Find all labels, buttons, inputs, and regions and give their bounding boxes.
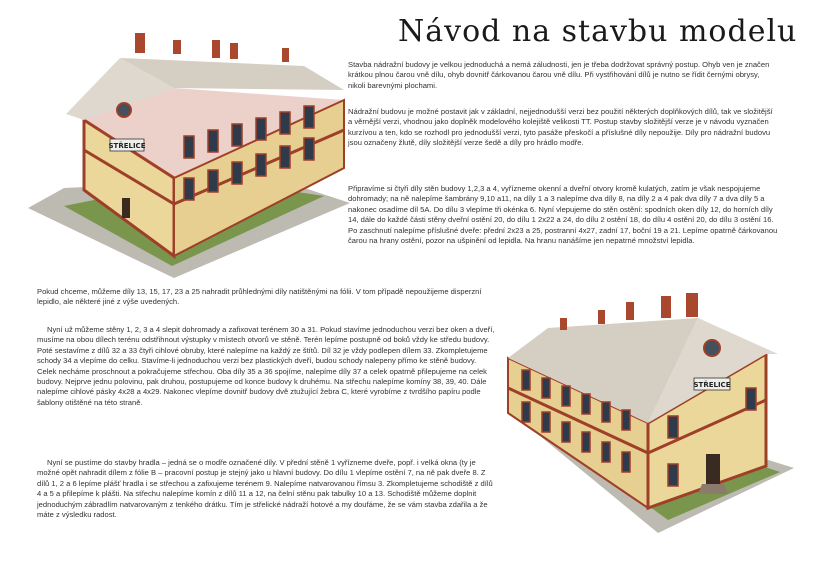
page-title: Návod na stavbu modelu bbox=[398, 14, 798, 49]
station-sign-right: STŘELICE bbox=[693, 381, 731, 389]
intro-paragraph: Stavba nádražní budovy je velkou jednoduchá a nemá záludnosti, jen je třeba dodržovat správný postup. Ohyb ven je značen krátkou plnou čarou vně dílu, ohyb dovnitř čárkovanou čarou vně dílu. Při vystřihování dílů je nutno se řídit černými obrysy, nikoli barevnými plochami. bbox=[348, 60, 770, 90]
station-model-photo-right bbox=[498, 288, 798, 538]
station-model-photo-left bbox=[24, 28, 354, 280]
walls-paragraph: Připravíme si čtyři díly stěn budovy 1,2,3 a 4, vyřízneme okenní a dveřní otvory kromě kulatých, zatím je však nespojujeme dohromady; na ně nalepíme šambrány 9,10 a11, na díly 1 a 3 nalepíme dva díly 8, na díly 2 a 4 pak dva díly 7 a dva díly 5 a nakonec osadíme díl 5A. Do dílu 3 vlepíme tři okénka 6. Nyní vlepujeme do stěn ostění: spodních oken díly 12, do horních díly 14, dále do každé části stěny dveřní ostění 20, do dílu 1 2x22 a 24, do dílu 2 ostění 18, do dílu 4 ostění 20, do dílu 3 ostění 16. Po zaschnutí nalepíme příslušné dveře: přední 2x23 a 25, postranní 4x27, zadní 17, boční 19 a 21. Lepíme opatrně čárkovanou čarou na hrany ostění, pozor na ušpinění od lepidla. Na hranu nanášíme jen nepatrné množství lepidla. bbox=[348, 184, 778, 246]
versions-paragraph: Nádražní budovu je možné postavit jak v základní, nejjednodušší verzi bez použití některých doplňkových dílů, tak ve složitější a věrnější verzi, vhodnou jako doplněk modelového kolejiště velikosti TT. Postup stavby složitější verze je v návodu vyznačen kurzívou a ten, kdo se rozhodl pro jednodušší verzi, tyto pasáže přeskočí a příslušné díly nepoužije. Díly pro nádražní budovu jsou označeny žlutě, díly složitější verze šedě a díly pro hrádlo modře. bbox=[348, 107, 773, 148]
foil-paragraph: Pokud chceme, můžeme díly 13, 15, 17, 23 a 25 nahradit průhlednými díly natištěnými na fólii. V tom případě nepoužijeme disperzní lepidlo, ale některé jiné z výše uvedených. bbox=[37, 287, 482, 307]
station-sign-left: STŘELICE bbox=[108, 142, 146, 150]
signal-box-paragraph: Nyní se pustíme do stavby hradla – jedná se o modře označené díly. V přední stěně 1 vyřízneme dveře, popř. i velká okna (ty je možné opět nahradit dílem z fólie B – pracovní postup je stejný jako u hlavní budovy. Do dílu 1 vlepíme ostění 7, na ně pak dveře 8. Z dílů 1, 2 a 6 lepíme plášť hradla i se střechou a zafixujeme terénem 9. Nalepíme natvarovanou římsu 3. Zkompletujeme schodiště z dílů 4 a 5 a přilepíme k plášti. Na střechu nalepíme komín z dílů 11 a 12, na čelní stěnu pak tabulky 10 a 13. Schodiště můžeme doplnit jednoduchým zábradlím natvarovaným z tenkého drátku. Tím je střelické nádraží hotové a my doufáme, že se vám stavba zdařila a že máte z výsledku radost. bbox=[37, 458, 493, 520]
assembly-paragraph: Nyní už můžeme stěny 1, 2, 3 a 4 slepit dohromady a zafixovat terénem 30 a 31. Pokud stavíme jednoduchou verzi bez oken a dveří, musíme na obou dílech terénu odstřihnout výstupky v místech otvorů ve stěně. Terén lepíme postupně od boků vždy ke středu budovy. Poté sestavíme z dílů 32 a 33 čtyři cihlové obruby, které nalepíme na každý ze štítů. Díl 32 je vždy podlepen dílem 33. Zkompletujeme schody 34 a vlepíme do celku. Stavíme-li jednoduchou verzi bez plastických dveří, budou schody nalepeny přímo ke stěně budovy. Celek necháme proschnout a pokračujeme střechou. Oba díly 35 a 36 spojíme, nalepíme díly 37 a celek opatrně přilepujeme na celek budovy. Nejprve jednu polovinu, pak druhou, postupujeme od konce budovy k druhému. Na střechu nalepíme komíny 38, 39, 40. Dále nalepíme cihlové pásky 4x28 a 4x29. Nakonec vlepíme dovnitř budovy dvě ztužující žebra C, které vyrobíme z tvrdšího papíru podle šablony otištěné na této straně. bbox=[37, 325, 495, 407]
